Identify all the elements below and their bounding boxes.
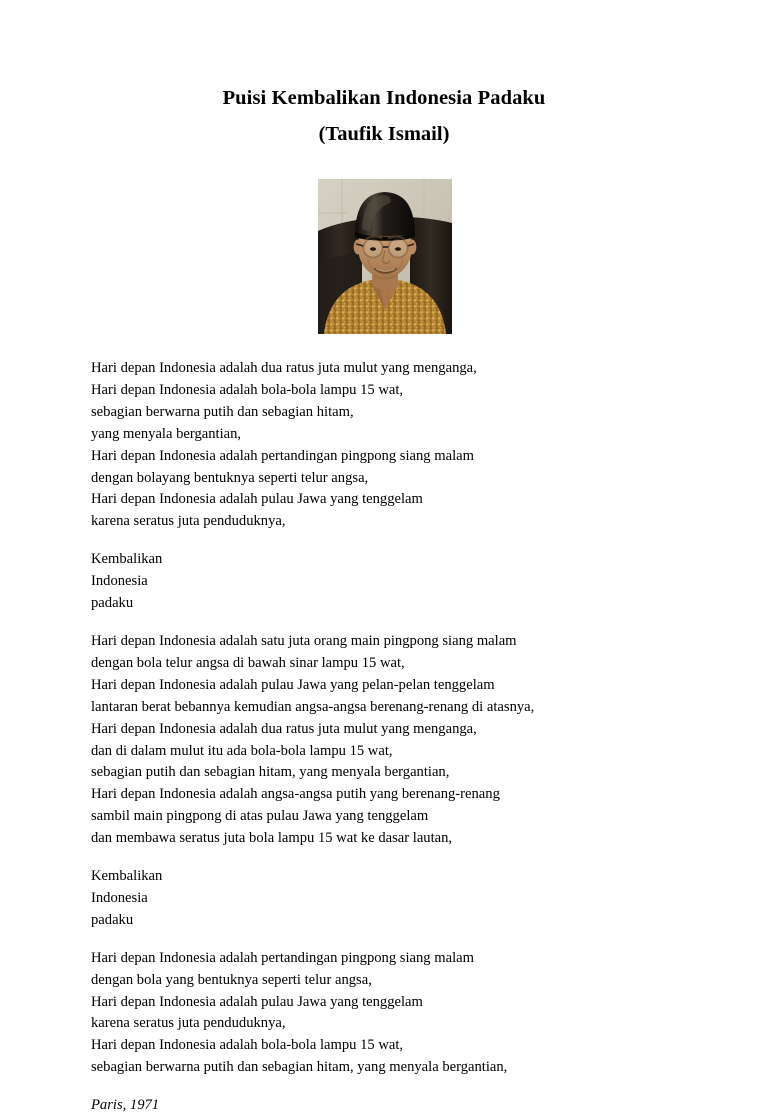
poem-line: dengan bola telur angsa di bawah sinar lampu 15 wat, (91, 654, 405, 671)
poem-line: Hari depan Indonesia adalah dua ratus juta mulut yang menganga, (91, 360, 477, 376)
poem-line: sebagian berwarna putih dan sebagian hitam, (91, 403, 354, 420)
poem-line: dan membawa seratus juta bola lampu 15 wat ke dasar lautan, (91, 830, 453, 847)
poem-line: sambil main pingpong di atas pulau Jawa yang tenggelam (91, 808, 429, 825)
refrain-1 (91, 549, 691, 615)
author-portrait-photo (318, 179, 452, 334)
poem-line: sebagian berwarna putih dan sebagian hitam, yang menyala bergantian, (91, 1059, 508, 1076)
poem-line: Indonesia (91, 889, 148, 906)
poem-line: Hari depan Indonesia adalah pulau Jawa yang tenggelam (91, 993, 423, 1010)
poem-line: Indonesia (91, 573, 148, 590)
page-title: Puisi Kembalikan Indonesia Padaku (222, 87, 546, 109)
portrait-illustration (318, 179, 452, 334)
refrain-2 (91, 866, 691, 932)
poem-line: Hari depan Indonesia adalah pulau Jawa yang pelan-pelan tenggelam (91, 676, 495, 693)
poem-line: Hari depan Indonesia adalah pulau Jawa yang tenggelam (91, 491, 423, 508)
poem-line: padaku (91, 595, 134, 612)
poem-line: Hari depan Indonesia adalah pertandingan pingpong siang malam (91, 949, 474, 966)
poem-line: Kembalikan (91, 551, 163, 568)
stanza-1 (91, 358, 691, 533)
poem-line: Hari depan Indonesia adalah satu juta orang main pingpong siang malam (91, 632, 517, 649)
poem-line: dengan bolayang bentuknya seperti telur angsa, (91, 469, 369, 486)
poem-line: padaku (91, 911, 134, 928)
page-subtitle: (Taufik Ismail) (318, 122, 450, 145)
poem-line: Kembalikan (91, 868, 163, 885)
poem-signature: Paris, 1971 (91, 1097, 160, 1114)
poem-line: dan di dalam mulut itu ada bola-bola lampu 15 wat, (91, 742, 393, 759)
poem-line: Hari depan Indonesia adalah angsa-angsa putih yang berenang-renang (91, 786, 500, 803)
poem-line: lantaran berat bebannya kemudian angsa-angsa berenang-renang di atasnya, (91, 698, 535, 715)
poem-line: Hari depan Indonesia adalah pertandingan pingpong siang malam (91, 447, 474, 464)
poem-line: dengan bola yang bentuknya seperti telur angsa, (91, 971, 372, 988)
title-block (0, 84, 768, 149)
stanza-2 (91, 631, 691, 850)
stanza-3 (91, 948, 691, 1079)
poem-body (91, 358, 691, 1117)
poem-line: Hari depan Indonesia adalah bola-bola lampu 15 wat, (91, 381, 404, 398)
poem-line: Hari depan Indonesia adalah bola-bola lampu 15 wat, (91, 1037, 404, 1054)
poem-line: sebagian putih dan sebagian hitam, yang menyala bergantian, (91, 764, 450, 781)
poem-line: yang menyala bergantian, (91, 425, 242, 442)
poem-line: karena seratus juta penduduknya, (91, 1015, 286, 1032)
poem-line: Hari depan Indonesia adalah dua ratus juta mulut yang menganga, (91, 720, 477, 737)
poem-line: karena seratus juta penduduknya, (91, 513, 286, 530)
